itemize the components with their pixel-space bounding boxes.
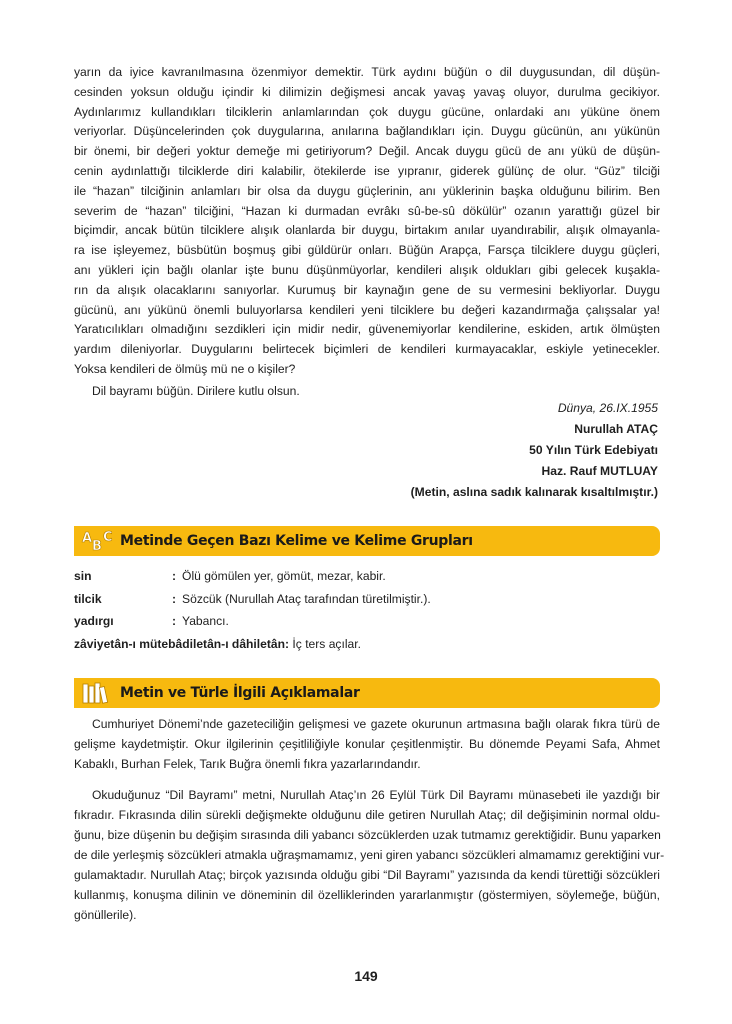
svg-text:B: B [92, 539, 102, 554]
essay-line: bir önemi, bir değeri yoktur demeğe mi getiriyorum? Değil. Ancak duygu gücü de anı yükü de düşün- [74, 144, 660, 159]
books-icon [78, 678, 118, 708]
glossary-item: sin : Ölü gömülen yer, gömüt, mezar, kabir. [74, 565, 660, 588]
glossary-term: zâviyetân-ı mütebâdiletân-ı dâhiletân: [74, 636, 290, 651]
book-title: 50 Yılın Türk Edebiyatı [529, 443, 658, 457]
page-number: 149 [354, 968, 378, 984]
glossary-item: tilcik : Sözcük (Nurullah Ataç tarafından türetilmiştir.). [74, 588, 660, 611]
glossary-term: yadırgı [74, 614, 114, 628]
signature-block [411, 398, 658, 503]
essay-line: Yoksa kendileri de ölmüş mü ne o kişiler? [74, 361, 296, 376]
author-name: Nurullah ATAÇ [574, 422, 658, 436]
glossary-term: tilcik [74, 591, 102, 606]
closing-line: Dil bayramı büğün. Dirilere kutlu olsun. [92, 383, 300, 398]
explanation-line: gulamaktadır. Nurullah Ataç; birçok yazısında olduğu gibi “Dil Bayramı” yazısında da kendi türettiği sözcükleri [74, 868, 660, 882]
editor-name: Haz. Rauf MUTLUAY [541, 464, 658, 478]
explanation-line: ğunu, bize düşenin bu değişim sırasında dili yabancı sözcüklerden uzak tutmamız gerektiğidir. Bunu yaparken [74, 828, 661, 842]
glossary-term: sin [74, 569, 92, 583]
essay-line: cesinden yoksun olduğu içindir ki dilimizin değişmesi ancak yavaş yavaş oluyor, durulma gecikiyor. [74, 84, 660, 99]
explanation-line: Okuduğunuz “Dil Bayramı” metni, Nurullah Ataç’ın 26 Eylül Türk Dil Bayramı münasebeti ile yazdığı bir [92, 788, 660, 802]
abridgement-note: (Metin, aslına sadık kalınarak kısaltılmıştır.) [410, 485, 658, 499]
glossary-header [74, 526, 660, 556]
explanation-line: de dile yerleşmiş sözcükleri atmakla uğraşmamamız, yeni giren yabancı sözcükleri almamamız gerektiğini vur- [74, 848, 665, 862]
essay-line: rın da alışık olacaklarını sanıyorlar. Kurumuş bir kaynağın gene de su vermesini bekliyorlar. Duygu [74, 282, 660, 297]
essay-line: cenin aydınlattığı tilciklerde diri kalabilir, ötekilerde ise yıpranır, giderek gülünç de olur. “Güz” tilciği [74, 163, 660, 178]
explanation-paragraph [74, 785, 665, 925]
explanation-line: Kabaklı, Burhan Felek, Tarık Buğra önemli fıkra yazarlarındandır. [74, 757, 421, 771]
essay-line: ra ise işleyemez, büsbütün boşmuş gibi güldürür onları. Büğün Arapça, Farsça tilciklere duygu güçleri, [74, 243, 660, 258]
glossary-definition: İç ters açılar. [292, 636, 361, 651]
essay-line: veriyorlar. Düşüncelerinden çok duygularına, anılarına bağlandıkları için. Duygu gücünün, anı yükünün [74, 124, 660, 139]
publication-date: Dünya, 26.IX.1955 [557, 401, 658, 415]
essay-line: severim de “hazan” tilciğini, “Hazan ki durmadan evrâkı sû-be-sû dökülür” ozanın yarattığı güzel bir [74, 203, 660, 218]
essay-line: Yaratıcılıkları olmadığını sezdikleri için midir nedir, güvenemiyorlar kendilerine, eskiden, artık ölmüşten [74, 322, 660, 337]
glossary-list [74, 565, 660, 655]
explanation-header [74, 678, 660, 708]
explanation-line: kullanmış, konuşma dilinin ve döneminin dil özelliklerinden yararlanmıştır (göstermiyen, söylemeğe, büğün, [74, 888, 660, 902]
glossary-item [74, 633, 660, 656]
explanation-line: gelişme kaydetmiştir. Okur ilgilerinin çeşitliliğiyle konular çeşitlenmiştir. Bu dönemde Peyami Safa, Ahmet [74, 737, 660, 751]
explanation-line: fıkradır. Fıkrasında dilin sürekli değişmekte olduğunu dile getiren Nurullah Ataç; dil değişiminin normal oldu- [74, 808, 660, 822]
essay-line: yarın da iyice kavranılmasına özenmiyor demektir. Türk aydını büğün o dil duygusundan, dil düşün- [74, 65, 660, 79]
svg-text:C: C [103, 530, 113, 545]
explanation-paragraph [74, 714, 660, 774]
glossary-item: yadırgı : Yabancı. [74, 610, 660, 633]
glossary-definition: Sözcük (Nurullah Ataç tarafından türetilmiştir.). [182, 591, 431, 606]
essay-line: Aydınlarımız kullandıkları tilciklerin anlamlarından çok duygu gücüne, onlardaki anı yüküne önem [74, 104, 660, 119]
essay-line: gücünü, anı yükünü önemli buluyorlarsa kendileri yeni tilciklere bu değeri kazandırmağa çalışsalar ya! [74, 302, 660, 317]
essay-line: anı yükleri için bağlı olanlar işte bunu düşünmüyorlar, kendileri alışık oldukları gibi gelecek kuşakla- [74, 262, 660, 277]
explanation-line: Cumhuriyet Dönemi’nde gazeteciliğin gelişmesi ve gazete okurunun artmasına bağlı olarak fıkra türü de [92, 717, 660, 731]
svg-text:A: A [82, 531, 93, 546]
essay-line: ile “hazan” tilciğinin anlamları bir olsa da duygu güçlerinin, anı yüklerinin başka olduğunu bilirim. Ben [74, 183, 660, 198]
abc-blocks-icon [78, 526, 118, 556]
essay-line: yardım dileniyorlar. Duygularını belirtecek biçimleri de kendileri kurmayacaklar, eskiyle yetinecekler. [74, 342, 660, 357]
glossary-title: Metinde Geçen Bazı Kelime ve Kelime Grupları [120, 533, 473, 549]
glossary-definition: Ölü gömülen yer, gömüt, mezar, kabir. [182, 569, 386, 583]
essay-line: biçimdir, ancak bütün tilciklere alışık olanlarda bir duygu, birtakım anılar uyandırabilir, alışık olmayanla- [74, 223, 660, 238]
essay-body [74, 63, 660, 402]
glossary-definition: Yabancı. [182, 614, 229, 628]
explanation-title: Metin ve Türle İlgili Açıklamalar [120, 685, 360, 701]
explanation-line: gönüllerile). [74, 908, 137, 922]
explanation-body [74, 714, 665, 925]
